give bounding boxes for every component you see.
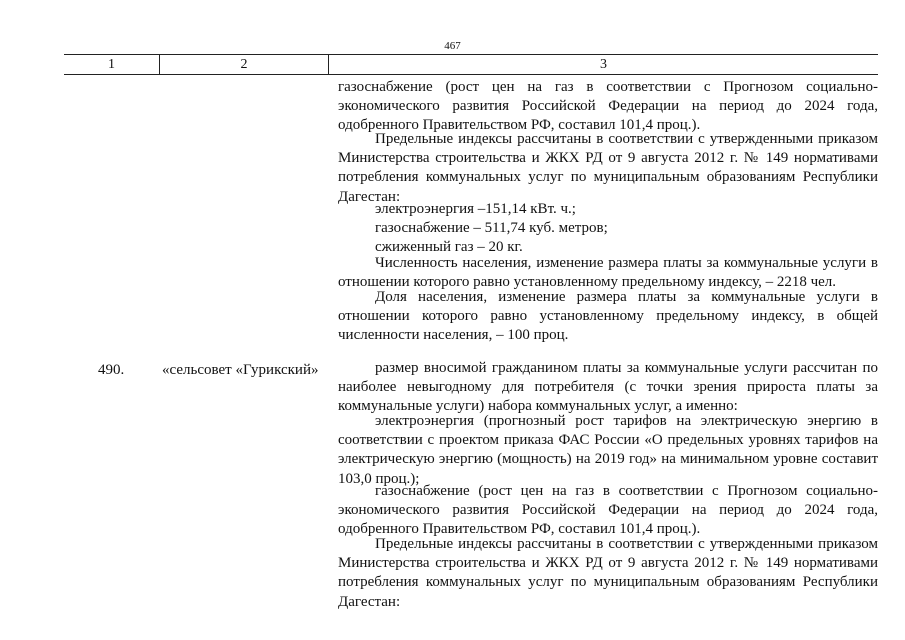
continuation-indices-paragraph: Предельные индексы рассчитаны в соответствии с утвержденными приказом Министерства строительства и ЖКХ РД от 9 августа 2012 г. № 149 нормативами потребления коммунальных услуг по муниципальным образованиям Республики Дагестан: (338, 131, 878, 205)
row-490-municipality: «сельсовет «Гурикский» (162, 362, 319, 378)
norm-liquefied-gas: сжиженный газ – 20 кг. (375, 239, 523, 255)
norm-electricity: электроэнергия –151,14 кВт. ч.; (375, 201, 576, 217)
row-490-gas-paragraph: газоснабжение (рост цен на газ в соответствии с Прогнозом социально-экономического развития Российской Федерации на период до 2024 года, одобренного Правительством РФ, составил 101,4 проц.). (338, 483, 878, 538)
row-490-number: 490. (98, 362, 125, 378)
page-number: 467 (444, 40, 461, 52)
continuation-gas-paragraph: газоснабжение (рост цен на газ в соответствии с Прогнозом социально-экономического развития Российской Федерации на период до 2024 года, одобренного Правительством РФ, составил 101,4 проц.). (338, 79, 878, 134)
norm-gas: газоснабжение – 511,74 куб. метров; (375, 220, 608, 236)
table-header-col2: 2 (240, 57, 248, 72)
population-share-paragraph: Доля населения, изменение размера платы за коммунальные услуги в отношении которого равно установленному предельному индексу, в общей численности населения, – 100 проц. (338, 289, 878, 344)
table-header-col1: 1 (108, 57, 115, 72)
row-490-fee-paragraph: размер вносимой гражданином платы за коммунальные услуги рассчитан по наиболее невыгодному для потребителя (с точки зрения прироста платы за коммунальные услуги) набора коммунальных услуг, а именно: (338, 360, 878, 415)
population-count-paragraph: Численность населения, изменение размера платы за коммунальные услуги в отношении которого равно установленному предельному индексу, – 2218 чел. (338, 255, 878, 291)
table-header-bottom-rule (64, 74, 878, 75)
row-490-indices-paragraph: Предельные индексы рассчитаны в соответствии с утвержденными приказом Министерства строительства и ЖКХ РД от 9 августа 2012 г. № 149 нормативами потребления коммунальных услуг по муниципальным образованиям Республики Дагестан: (338, 536, 878, 610)
table-header-top-rule (64, 54, 878, 55)
row-490-electricity-paragraph: электроэнергия (прогнозный рост тарифов на электрическую энергию в соответствии с проектом приказа ФАС России «О предельных уровнях тарифов на электрическую энергию (мощность) на 2019 год» на минимальном уровне составит 103,0 проц.); (338, 413, 878, 487)
table-header-col3: 3 (600, 57, 607, 72)
